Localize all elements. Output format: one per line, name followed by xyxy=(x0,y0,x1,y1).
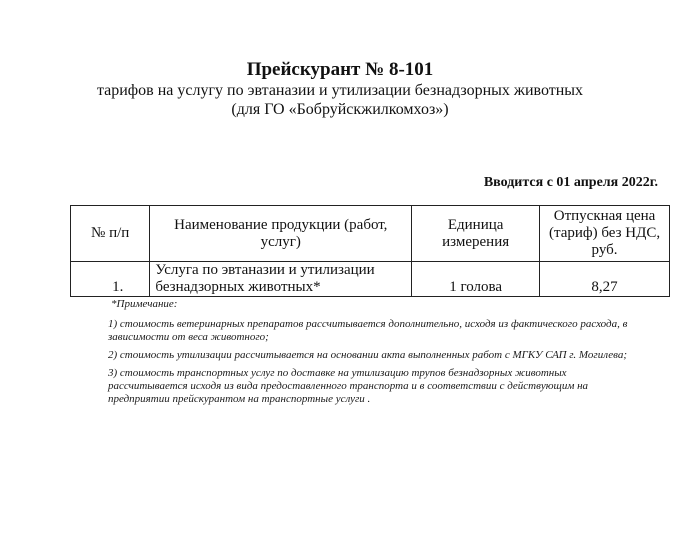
document-subtitle: тарифов на услугу по эвтаназии и утилизации безнадзорных животных xyxy=(96,82,584,99)
row-service-name: Услуга по эвтаназии и утилизации безнадзорных животных* xyxy=(150,262,412,297)
header-number: № п/п xyxy=(71,206,150,262)
note-item-1: 1) стоимость ветеринарных препаратов рассчитывается дополнительно, исходя из фактического расхода, в зависимости от веса животного; xyxy=(108,318,628,343)
effective-date: Вводится с 01 апреля 2022г. xyxy=(483,175,658,190)
note-item-2: 2) стоимость утилизации рассчитывается на основании акта выполненных работ с МГКУ САП г. Могилева; xyxy=(108,349,628,361)
header-unit: Единица измерения xyxy=(412,206,540,262)
row-number: 1. xyxy=(71,262,150,297)
document-title: Прейскурант № 8-101 xyxy=(246,59,434,80)
row-unit: 1 голова xyxy=(412,262,540,297)
table-row xyxy=(71,262,670,297)
header-price: Отпускная цена (тариф) без НДС, руб. xyxy=(540,206,670,262)
document-subtitle-organization: (для ГО «Бобруйскжилкомхоз») xyxy=(231,101,449,118)
table-header-row xyxy=(71,206,670,262)
header-product-name: Наименование продукции (работ, услуг) xyxy=(150,206,412,262)
note-item-3: 3) стоимость транспортных услуг по доставке на утилизацию трупов безнадзорных животных рассчитывается исходя из вида предоставленного транспорта и в соответствии с действующим на предприятии прейскурантом на транспортные услуги . xyxy=(108,367,589,405)
notes-section xyxy=(108,298,648,411)
row-price: 8,27 xyxy=(540,262,670,297)
notes-label: *Примечание: xyxy=(111,298,178,310)
price-table xyxy=(70,205,670,297)
